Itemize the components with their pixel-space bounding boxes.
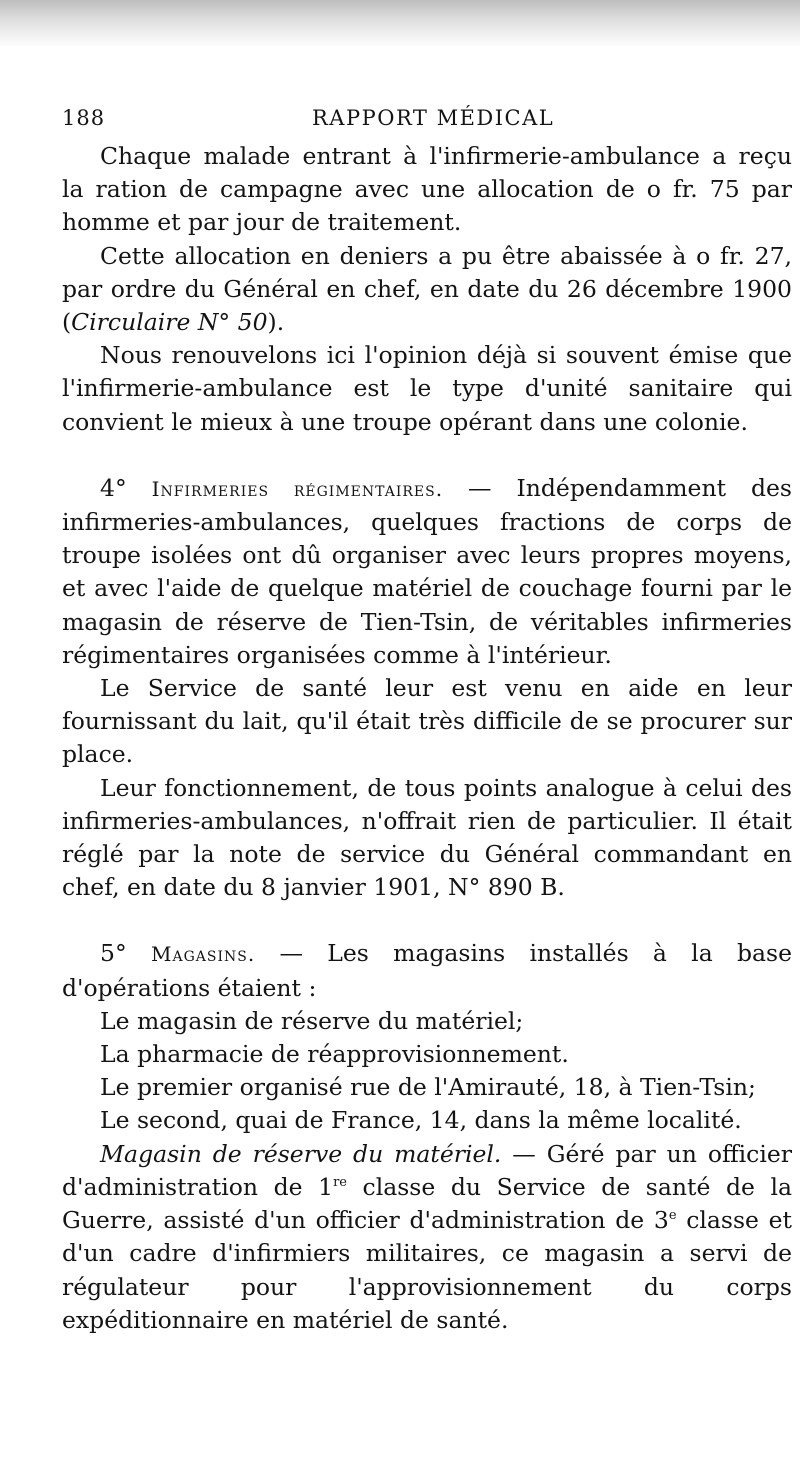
magasin-text-b: classe du Service de santé de la Guerre, assisté d'un officier d'administration de 3 — [62, 1172, 792, 1235]
list-item: La pharmacie de réapprovisionnement. — [100, 1040, 569, 1069]
list-item: Le second, quai de France, 14, dans la même localité. — [100, 1106, 742, 1135]
section-infirmeries — [62, 472, 792, 672]
section-text: — Indépendamment des infirmeries-ambulances, quelques fractions de corps de troupe isolées ont dû organiser avec leurs propres moyens, et avec l'aide de quelque matériel de couchage fourni par le magasin de réserve de Tien-Tsin, de véritables infirmeries régimentaires organisées comme à l'intérieur. — [62, 473, 792, 669]
magasin-text-a: — Géré par un officier d'administration de 1 — [62, 1139, 792, 1201]
paragraph-lait: Le Service de santé leur est venu en aide en leur fournissant du lait, qu'il était très difficile de se procurer sur place. — [62, 674, 792, 769]
ordinal-superscript: e — [668, 1208, 677, 1224]
paragraph-allocation — [62, 240, 792, 340]
page-number: 188 — [62, 106, 106, 130]
paragraph-ration: Chaque malade entrant à l'infirmerie-ambulance a reçu la ration de campagne avec une allocation de o fr. 75 par homme et par jour de traitement. — [62, 142, 792, 237]
paragraph-magasin-reserve — [62, 1138, 792, 1337]
allocation-end: ). — [267, 308, 285, 337]
allocation-text: Cette allocation en deniers a pu être abaissée à o fr. 27, par ordre du Général en chef, en date du 26 décembre 1900 ( — [62, 241, 792, 337]
magasin-text-c: classe et d'un cadre d'infirmiers militaires, ce magasin a servi de régulateur pour l'approvisionnement du corps expéditionnaire en matériel de santé. — [62, 1206, 792, 1334]
paragraph-opinion: Nous renouvelons ici l'opinion déjà si souvent émise que l'infirmerie-ambulance est le type d'unité sanitaire qui convient le mieux à une troupe opérant dans une colonie. — [62, 341, 792, 436]
section-magasins — [62, 937, 792, 1004]
page-body — [62, 140, 792, 1337]
book-page — [62, 0, 792, 1466]
running-title: RAPPORT MÉDICAL — [312, 106, 555, 130]
section-heading: Magasins. — [150, 942, 256, 967]
subsection-heading: Magasin de réserve du matériel. — [100, 1139, 502, 1168]
section-heading: Infirmeries régimentaires. — [151, 476, 444, 501]
list-item: Le magasin de réserve du matériel; — [100, 1006, 524, 1035]
ordinal-superscript: re — [333, 1175, 347, 1191]
section-gap — [62, 439, 792, 472]
circular-reference: Circulaire N° 50 — [71, 308, 268, 337]
section-gap — [62, 904, 792, 937]
section-number: 5° — [100, 939, 127, 968]
section-number: 4° — [100, 473, 127, 502]
paragraph-fonctionnement: Leur fonctionnement, de tous points analogue à celui des infirmeries-ambulances, n'offrait rien de particulier. Il était réglé par la note de service du Général commandant en chef, en date du 8 janvier 1901, N° 890 B. — [62, 773, 792, 902]
section-text: — Les magasins installés à la base d'opérations étaient : — [62, 939, 792, 1002]
list-item: Le premier organisé rue de l'Amirauté, 18, à Tien-Tsin; — [100, 1073, 756, 1102]
